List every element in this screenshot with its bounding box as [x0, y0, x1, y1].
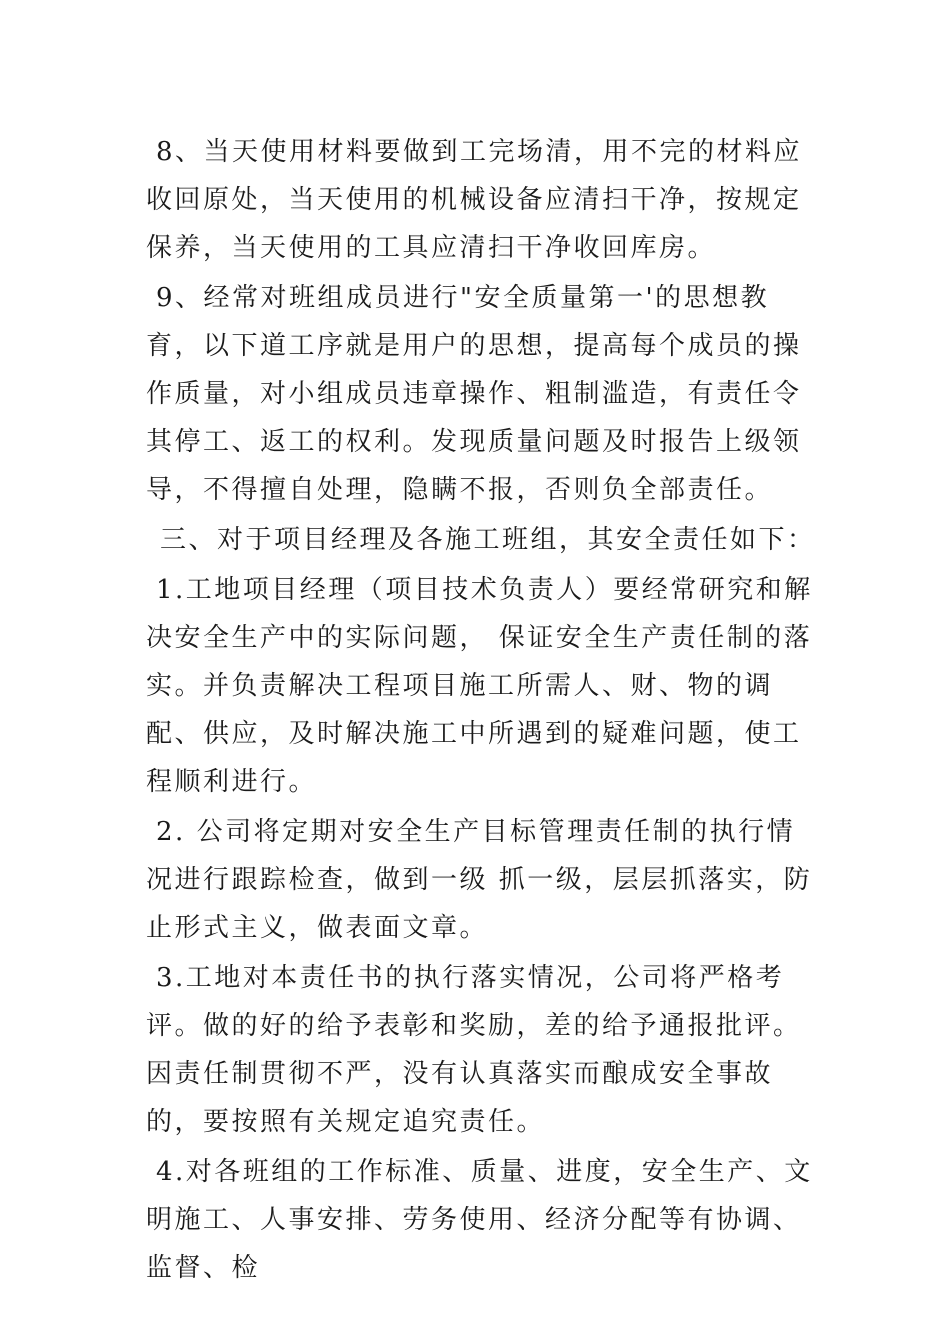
paragraph-item-8: 8、当天使用材料要做到工完场清，用不完的材料应收回原处，当天使用的机械设备应清扫干净，按规定保养，当天使用的工具应清扫干净收回库房。 — [146, 137, 803, 263]
paragraph-item-2: 2. 公司将定期对安全生产目标管理责任制的执行情况进行跟踪检查，做到一级 抓一级，层层抓落实，防止形式主义，做表面文章。 — [146, 817, 813, 943]
paragraph-item-4: 4.对各班组的工作标准、质量、进度，安全生产、文明施工、人事安排、劳务使用、经济分配等有协调、监督、检 — [146, 1157, 813, 1283]
paragraph-item-3: 3.工地对本责任书的执行落实情况，公司将严格考评。做的好的给予表彰和奖励，差的给予通报批评。因责任制贯彻不严，没有认真落实而酿成安全事故的，要按照有关规定追究责任。 — [146, 963, 802, 1137]
document-body — [146, 128, 816, 1294]
section-heading-3: 三、对于项目经理及各施工班组，其安全责任如下： — [160, 525, 816, 555]
paragraph-item-9: 9、经常对班组成员进行"安全质量第一'的思想教育，以下道工序就是用户的思想，提高每个成员的操作质量，对小组成员违章操作、粗制滥造，有责任令其停工、返工的权利。发现质量问题及时报告上级领导，不得擅自处理，隐瞒不报，否则负全部责任。 — [146, 283, 802, 505]
paragraph-item-1: 1.工地项目经理（项目技术负责人）要经常研究和解决安全生产中的实际问题， 保证安全生产责任制的落实。并负责解决工程项目施工所需人、财、物的调配、供应，及时解决施工中所遇到的疑难问题，使工程顺利进行。 — [146, 575, 813, 797]
